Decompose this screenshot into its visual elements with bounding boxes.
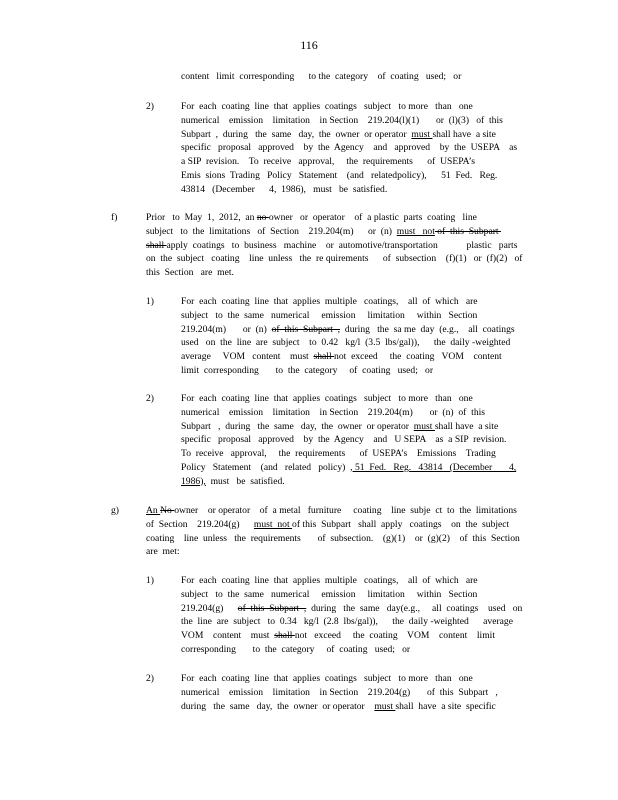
text-run: of this Subpart shall apply coatings on the subject [292,518,510,530]
deleted-text: of this Subpart [434,225,501,237]
text-run: owner or operator of a plastic parts coating line [268,212,477,223]
text-run: corresponding to the category of coating used; or [181,643,411,655]
text-run: of Section 219.204(g) [146,518,254,530]
text-line [181,336,515,350]
text-line [146,545,520,559]
deleted-text: of this Subpart , [237,602,307,614]
text-run: Prior to May 1, 2012, an [146,212,257,223]
item-f-label: f) [111,212,118,223]
deleted-text: No [160,505,175,516]
inserted-text: An [146,505,161,516]
text-line [181,602,522,616]
text-line [181,128,517,142]
text-run: Subpart , during the same day, the owner or operator [181,420,414,432]
text-run: numerical emission limitation in Section 219.204(m) or (n) of this [181,406,486,418]
item-e2-label: 2) [146,101,154,112]
text-run: 219.204(m) or (n) [181,323,272,335]
inserted-text: 51 Fed. Reg. 43814 (December 4, [352,461,517,473]
item-f2-text [181,392,516,489]
item-f1-text [181,295,515,378]
text-line [146,211,522,225]
text-line [181,574,522,588]
deleted-text: of this Subpart , [271,323,341,335]
text-line [181,155,517,169]
text-line [181,323,515,337]
text-run: Subpart , during the same day, the owner or operator [181,128,412,140]
text-line [181,588,522,602]
item-f1-label: 1) [146,296,154,307]
inserted-text: must [374,700,396,712]
text-run: 43814 (December 4, 1986), must be satisfied. [181,183,388,195]
text-line [181,183,517,197]
text-line [181,433,516,447]
top-continuation [181,70,461,84]
text-run: shall have a site [434,420,499,432]
text-run: shall have a site [432,128,496,140]
item-e2-text [181,100,517,197]
inserted-text: must not [396,225,435,237]
text-run: VOM content must [181,630,275,642]
deleted-text: shall [313,351,335,363]
text-line [181,392,516,406]
text-run: subject to the same numerical emission limitation within Section [181,588,478,600]
text-run: not exceed the coating VOM content limit [294,630,495,642]
text-run: For each coating line that applies multiple coatings, all of which are [181,296,478,307]
inserted-text: must not [253,518,293,530]
text-run: For each coating line that applies multiple coatings, all of which are [181,575,478,586]
text-run: For each coating line that applies coatings subject to more than one [181,393,473,404]
text-line [181,100,517,114]
text-line [181,672,498,686]
text-run: Policy Statement (and related policy) , [181,461,353,473]
deleted-text: no [256,212,269,223]
text-run: shall have a site specific [395,700,496,712]
text-run: during the same day, the owner or operator [181,700,375,712]
text-line [181,629,522,643]
text-run: numerical emission limitation in Section 219.204(l)(1) or (l)(3) of this [181,114,503,126]
text-run: 219.204(g) [181,602,238,614]
text-line [146,225,522,239]
item-g1-text [181,574,522,657]
item-g-text [146,504,520,559]
text-line [181,475,516,489]
text-run: Emis sions Trading Policy Statement (and relatedpolicy), 51 Fed. Reg. [181,169,498,181]
text-run: a SIP revision. To receive approval, the requirements of USEPA’s [181,156,475,168]
text-run: average VOM content must [181,351,314,363]
item-g1-label: 1) [146,575,154,586]
text-run: subject to the limitations of Section 219.204(m) or (n) [146,225,397,237]
inserted-text: must [411,128,433,140]
text-line [146,239,522,253]
text-run: For each coating line that applies coatings subject to more than one [181,101,473,112]
text-run: coating line unless the requirements of subsection. (g)(1) or (g)(2) of this Section [146,532,520,544]
text-run: this Section are met. [146,267,234,279]
text-line [146,532,520,546]
text-line [181,309,515,323]
text-run: To receive approval, the requirements of USEPA’s Emissions Trading [181,448,496,460]
text-line [146,504,520,518]
text-run: during the sa me day (e.g., all coatings [340,323,515,335]
text-run: For each coating line that applies coatings subject to more than one [181,673,473,684]
text-run: limit corresponding to the category of coating used; or [181,364,434,376]
text-run: used on the line are subject to 0.42 kg/l (3.5 lbs/gal)), the daily -weighted [181,337,511,349]
text-line [146,518,520,532]
inserted-text: 1986), [181,475,206,487]
text-line [181,169,517,183]
text-run: not exceed the coating VOM content [334,351,502,363]
deleted-text: shall [146,239,167,251]
item-g2-text [181,672,498,713]
text-line [181,615,522,629]
text-run: subject to the same numerical emission limitation within Section [181,309,478,321]
text-line [181,447,516,461]
inserted-text: must [413,420,435,432]
text-run: specific proposal approved by the Agency and U SEPA as a SIP revision. [181,434,507,446]
text-line [146,252,522,266]
item-g-label: g) [111,505,119,516]
page-number: 116 [300,38,318,52]
text-run: are met: [146,546,180,558]
text-line [181,295,515,309]
text-line [181,461,516,475]
item-f2-label: 2) [146,393,154,404]
text-line [181,364,515,378]
text-line [181,420,516,434]
text-run: specific proposal approved by the Agency and approved by the USEPA as [181,142,518,154]
item-g2-label: 2) [146,673,154,684]
text-line [181,114,517,128]
text-run: apply coatings to business machine or automotive/transportation plastic parts [166,239,518,251]
text-line [181,141,517,155]
text-run: owner or operator of a metal furniture coating line subje ct to the limitations [174,505,517,516]
text-line [181,700,498,714]
text-run: must be satisfied. [205,475,285,487]
text-line [181,643,522,657]
text-run: on the subject coating line unless the re quirements of subsection (f)(1) or (f)(2) of [146,253,523,265]
text-run: content limit corresponding to the category of coating used; or [181,71,462,82]
text-line [181,686,498,700]
text-line [181,406,516,420]
text-line [181,70,461,84]
text-run: numerical emission limitation in Section 219.204(g) of this Subpart , [181,686,498,698]
text-line [146,266,522,280]
text-run: during the same day(e.g., all coatings used on [306,602,523,614]
item-f-text [146,211,522,280]
text-run: the line are subject to 0.34 kg/l (2.8 lbs/gal)), the daily -weighted average [181,616,513,628]
text-line [181,350,515,364]
deleted-text: shall [274,630,295,642]
